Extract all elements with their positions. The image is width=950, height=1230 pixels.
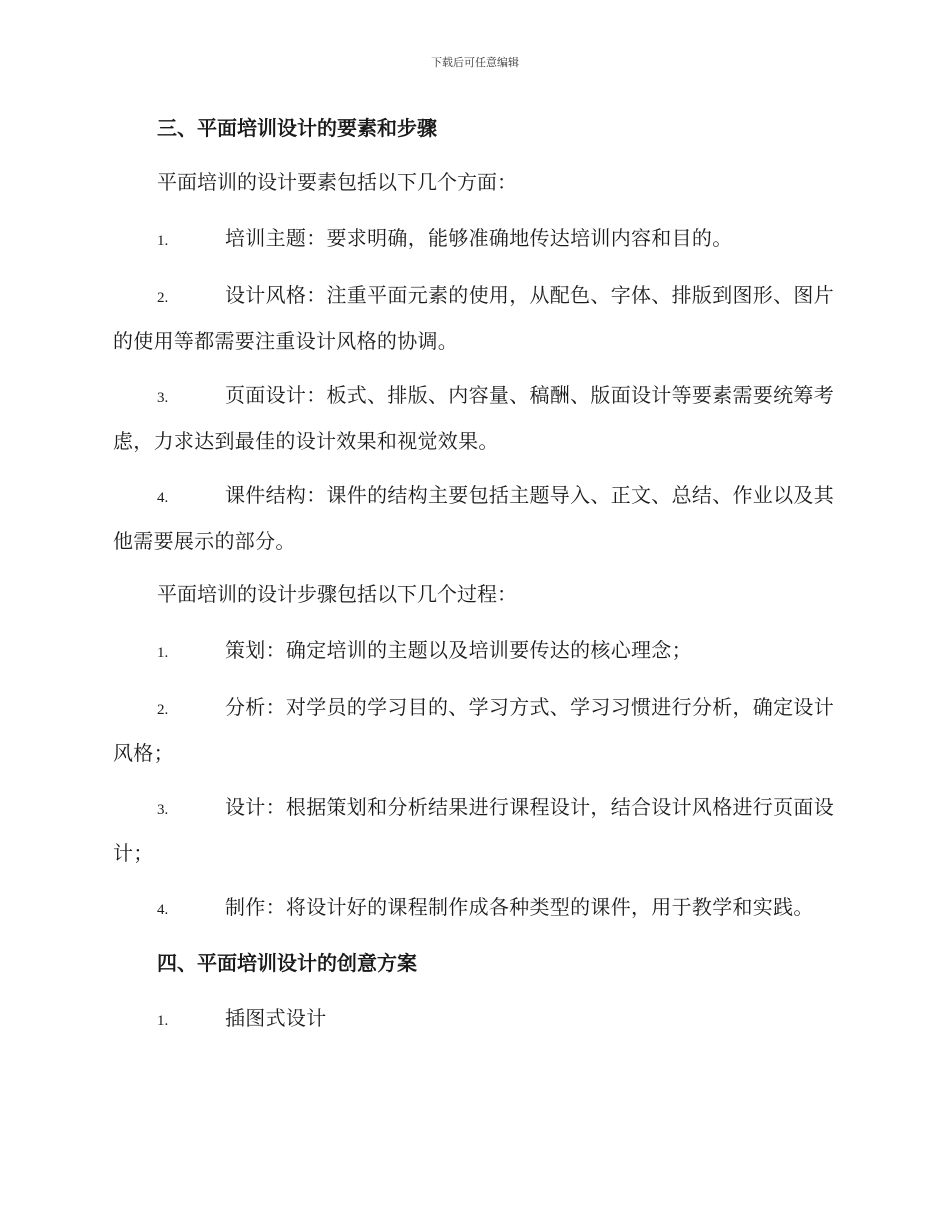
list-text: 页面设计：板式、排版、内容量、稿酬、版面设计等要素需要统筹考虑，力求达到最佳的设计效果和视觉效果。	[113, 383, 834, 453]
list-item-step-1	[113, 629, 837, 675]
design-steps-intro: 平面培训的设计步骤包括以下几个过程：	[157, 582, 517, 606]
list-number: 1.	[157, 645, 169, 661]
list-text: 课件结构：课件的结构主要包括主题导入、正文、总结、作业以及其他需要展示的部分。	[113, 483, 834, 553]
list-number: 1.	[157, 1013, 169, 1029]
list-text: 设计：根据策划和分析结果进行课程设计，结合设计风格进行页面设计；	[113, 795, 834, 865]
list-text: 培训主题：要求明确，能够准确地传达培训内容和目的。	[225, 226, 733, 250]
list-item-element-4	[113, 474, 837, 563]
list-text: 制作：将设计好的课程制作成各种类型的课件，用于教学和实践。	[225, 895, 814, 919]
list-text: 插图式设计	[225, 1006, 327, 1030]
list-item-element-3	[113, 374, 837, 463]
list-item-step-2	[113, 686, 837, 775]
list-number: 3.	[157, 390, 169, 406]
list-item-step-4	[113, 886, 837, 932]
list-item-element-2	[113, 274, 837, 363]
list-number: 4.	[157, 902, 169, 918]
list-number: 3.	[157, 802, 169, 818]
list-text: 设计风格：注重平面元素的使用，从配色、字体、排版到图形、图片的使用等都需要注重设计风格的协调。	[113, 283, 834, 353]
design-elements-intro: 平面培训的设计要素包括以下几个方面：	[157, 170, 517, 194]
list-number: 4.	[157, 490, 169, 506]
document-body	[113, 108, 837, 1054]
list-item-creative-1	[113, 997, 837, 1043]
list-number: 1.	[157, 233, 169, 249]
list-number: 2.	[157, 702, 169, 718]
section-4-heading: 四、平面培训设计的创意方案	[157, 951, 417, 975]
list-text: 策划：确定培训的主题以及培训要传达的核心理念；	[225, 638, 692, 662]
list-item-element-1	[113, 217, 837, 263]
list-number: 2.	[157, 290, 169, 306]
page-header: 下载后可任意编辑	[431, 56, 519, 69]
section-3-heading: 三、平面培训设计的要素和步骤	[157, 116, 437, 140]
list-text: 分析：对学员的学习目的、学习方式、学习习惯进行分析，确定设计风格；	[113, 695, 834, 765]
list-item-step-3	[113, 786, 837, 875]
